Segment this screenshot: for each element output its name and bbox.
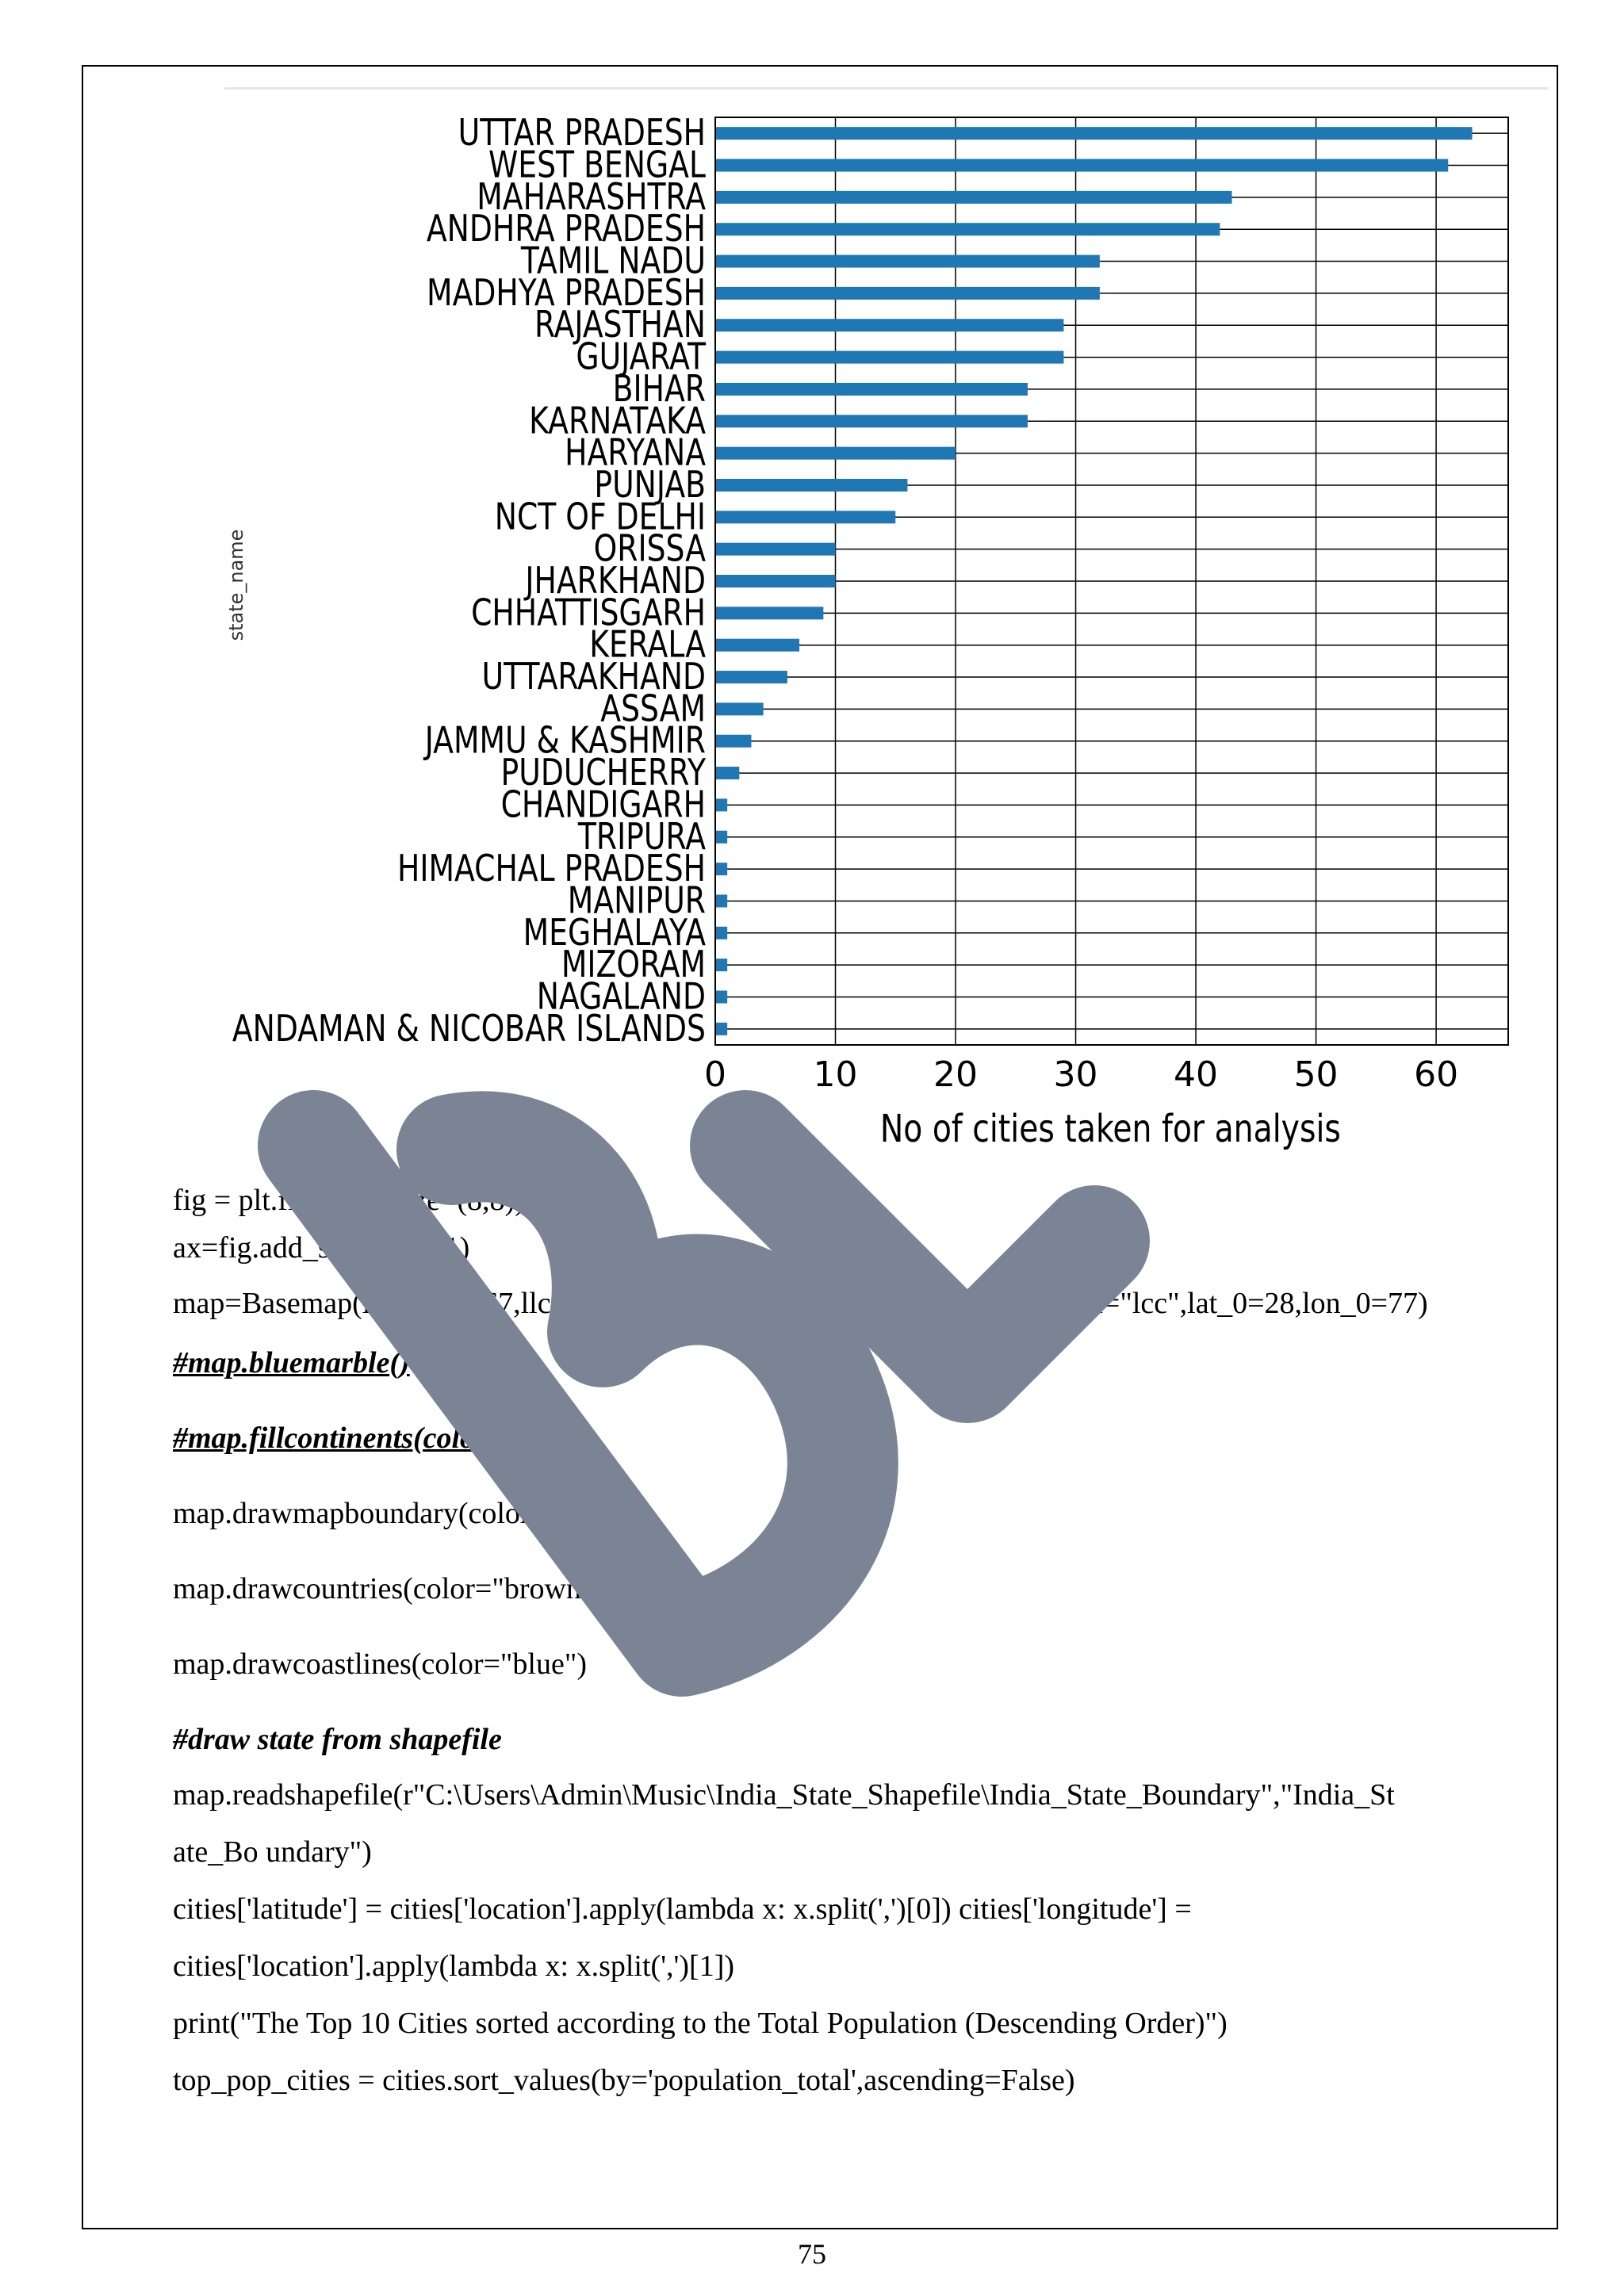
x-axis-title: No of cities taken for analysis xyxy=(879,1107,1341,1152)
bar xyxy=(715,543,836,556)
category-label: MEGHALAYA xyxy=(523,911,707,954)
bar xyxy=(715,223,1220,235)
category-label: RAJASTHAN xyxy=(534,303,707,346)
category-label: ORISSA xyxy=(593,527,707,570)
bar xyxy=(715,575,836,587)
category-label: WEST BENGAL xyxy=(488,143,707,186)
bar xyxy=(715,127,1473,140)
category-label: UTTAR PRADESH xyxy=(458,111,707,155)
bar xyxy=(715,959,727,971)
x-tick-label: 30 xyxy=(1053,1054,1098,1095)
category-label: PUDUCHERRY xyxy=(500,751,707,794)
code-line-sort: top_pop_cities = cities.sort_values(by='population_total',ascending=False) xyxy=(173,2064,1075,2097)
code-line-longitude: cities['location'].apply(lambda x: x.split(',')[1]) xyxy=(173,1950,735,1983)
category-label: TRIPURA xyxy=(577,815,707,858)
code-line-countries: map.drawcountries(color="brown") xyxy=(173,1572,604,1605)
x-tick-label: 40 xyxy=(1174,1054,1219,1095)
category-label: JAMMU & KASHMIR xyxy=(424,719,707,762)
category-label: MANIPUR xyxy=(567,878,707,922)
bar xyxy=(715,927,727,939)
category-label: MAHARASHTRA xyxy=(477,175,707,218)
category-label: ANDHRA PRADESH xyxy=(426,207,707,251)
bar xyxy=(715,702,764,715)
category-label: GUJARAT xyxy=(576,335,707,378)
category-label: CHANDIGARH xyxy=(500,783,707,826)
code-line-basemap: map=Basemap(llcrnrlon=67,llcrnrlat=5,urcrnrlon=99,urcrnrlat=37,projection="lcc",lat_0=28,lon_0=77) xyxy=(173,1287,1428,1320)
category-label: ANDAMAN & NICOBAR ISLANDS xyxy=(232,1007,707,1050)
bar xyxy=(715,990,727,1003)
x-tick-label: 60 xyxy=(1414,1054,1459,1095)
bar xyxy=(715,607,823,619)
x-tick-label: 0 xyxy=(704,1054,726,1095)
code-line-coastlines: map.drawcoastlines(color="blue") xyxy=(173,1647,587,1681)
code-line-figure: fig = plt.figure(figsize=(8,8)) xyxy=(173,1184,525,1217)
category-label: KARNATAKA xyxy=(529,399,707,442)
code-comment-shapefile: #draw state from shapefile xyxy=(173,1723,502,1756)
code-comment-fillcontinents: #map.fillcontinents(color="red") xyxy=(173,1422,588,1455)
category-label: MADHYA PRADESH xyxy=(427,271,707,314)
bar xyxy=(715,735,751,748)
category-label: MIZORAM xyxy=(561,943,707,986)
x-tick-label: 20 xyxy=(933,1054,979,1095)
category-label: CHHATTISGARH xyxy=(471,591,707,634)
bar xyxy=(715,287,1100,300)
category-label: KERALA xyxy=(589,623,707,666)
bar xyxy=(715,479,907,492)
category-label: PUNJAB xyxy=(594,463,707,506)
category-label: HIMACHAL PRADESH xyxy=(397,847,707,890)
x-tick-label: 50 xyxy=(1293,1054,1339,1095)
category-label: BIHAR xyxy=(612,367,707,410)
bar xyxy=(715,1023,727,1035)
bar xyxy=(715,671,787,683)
category-label: TAMIL NADU xyxy=(520,239,707,282)
bar xyxy=(715,639,799,652)
category-label: ASSAM xyxy=(600,687,707,730)
code-line-readshapefile: map.readshapefile(r"C:\Users\Admin\Music\India_State_Shapefile\India_State_Boundary","India_St xyxy=(173,1778,1395,1812)
bar xyxy=(715,863,727,875)
category-label: JHARKHAND xyxy=(525,559,707,602)
x-tick-label: 10 xyxy=(813,1054,858,1095)
category-label: UTTARAKHAND xyxy=(481,655,707,698)
bar xyxy=(715,767,739,779)
code-line-subplot: ax=fig.add_subplot(111) xyxy=(173,1231,470,1265)
bar xyxy=(715,831,727,844)
bar xyxy=(715,255,1100,268)
category-label: HARYANA xyxy=(565,430,707,474)
bar xyxy=(715,319,1063,331)
code-line-readshapefile-cont: ate_Bo undary") xyxy=(173,1835,372,1869)
code-line-mapboundary: map.drawmapboundary(color="red") xyxy=(173,1497,621,1530)
category-label: NCT OF DELHI xyxy=(494,495,707,538)
code-line-print: print("The Top 10 Cities sorted according to the Total Population (Descending Order)") xyxy=(173,2007,1228,2040)
bar xyxy=(715,159,1448,172)
category-label: NAGALAND xyxy=(536,974,707,1018)
bar xyxy=(715,191,1232,204)
code-line-latitude: cities['latitude'] = cities['location'].apply(lambda x: x.split(',')[0]) cities['longitude'] = xyxy=(173,1892,1192,1926)
page-number: 75 xyxy=(798,2238,826,2270)
bar xyxy=(715,894,727,907)
bar xyxy=(715,511,895,523)
bar xyxy=(715,383,1028,396)
bar xyxy=(715,351,1063,364)
bar xyxy=(715,415,1028,427)
y-axis-title: state_name xyxy=(225,529,247,641)
bar xyxy=(715,447,956,460)
code-comment-bluemarble: #map.bluemarble() xyxy=(173,1346,410,1380)
bar xyxy=(715,798,727,811)
